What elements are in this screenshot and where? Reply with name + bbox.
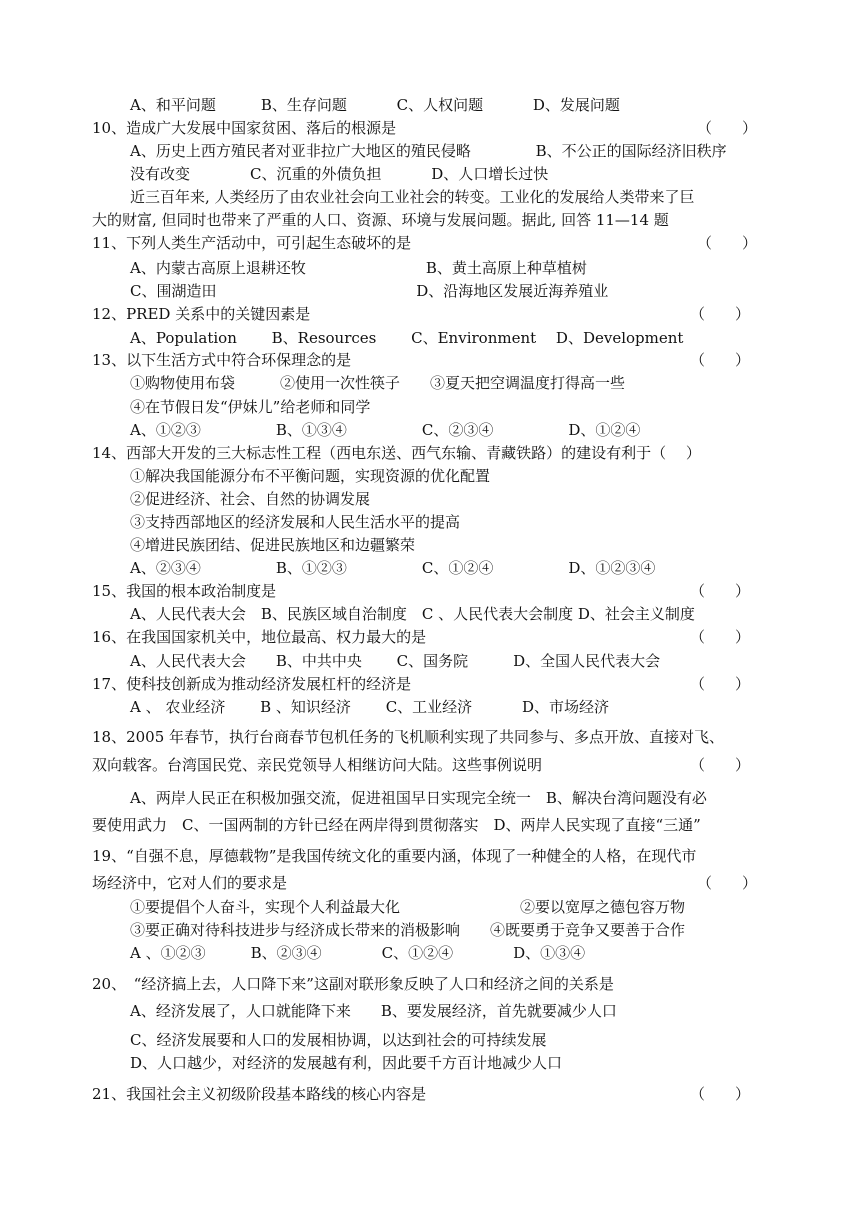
q14-item-2: ②促进经济、社会、自然的协调发展: [130, 490, 371, 508]
passage-line1: 近三百年来, 人类经历了由农业社会向工业社会的转变。工业化的发展给人类带来了巨: [130, 188, 695, 206]
answer-bracket-q21[interactable]: （ ）: [690, 1085, 751, 1103]
q14-item-4: ④增进民族团结、促进民族地区和边疆繁荣: [130, 536, 416, 554]
answer-bracket-q13[interactable]: （ ）: [690, 351, 751, 369]
question-20: 20、 “经济搞上去，人口降下来”这副对联形象反映了人口和经济之间的关系是: [92, 975, 614, 993]
question-17: 17、使科技创新成为推动经济发展杠杆的经济是: [92, 675, 412, 693]
answer-bracket-q17[interactable]: （ ）: [690, 675, 751, 693]
q9-options: A、和平问题 B、生存问题 C、人权问题 D、发展问题: [130, 96, 620, 114]
answer-bracket-q10[interactable]: （ ）: [697, 119, 758, 137]
q14-options: A、②③④ B、①②③ C、①②④ D、①②③④: [130, 559, 656, 577]
question-12: 12、PRED 关系中的关键因素是: [92, 305, 311, 323]
answer-bracket-q18[interactable]: （ ）: [690, 756, 751, 774]
answer-bracket-q16[interactable]: （ ）: [690, 628, 751, 646]
answer-bracket-q15[interactable]: （ ）: [690, 582, 751, 600]
question-18-line1: 18、2005 年春节，执行台商春节包机任务的飞机顺利实现了共同参与、多点开放、直接对飞、: [92, 728, 725, 746]
question-19-line2: 场经济中，它对人们的要求是: [92, 874, 288, 892]
q13-item-line2: ④在节假日发“伊妹儿”给老师和同学: [130, 398, 371, 416]
answer-bracket-q12[interactable]: （ ）: [690, 305, 751, 323]
q20-option-c: C、经济发展要和人口的发展相协调，以达到社会的可持续发展: [130, 1031, 547, 1049]
q12-options: A、Population B、Resources C、Environment D、Development: [130, 329, 684, 347]
q20-option-ab: A、经济发展了，人口就能降下来 B、要发展经济，首先就要减少人口: [130, 1002, 617, 1020]
q11-options-line1: A、内蒙古高原上退耕还牧 B、黄土高原上种草植树: [130, 259, 587, 277]
q17-options: A 、 农业经济 B 、知识经济 C、工业经济 D、市场经济: [130, 698, 609, 716]
q19-item-line1: ①要提倡个人奋斗，实现个人利益最大化 ②要以宽厚之德包容万物: [130, 898, 686, 916]
question-16: 16、在我国国家机关中，地位最高、权力最大的是: [92, 628, 427, 646]
question-13: 13、以下生活方式中符合环保理念的是: [92, 351, 352, 369]
question-11: 11、下列人类生产活动中，可引起生态破坏的是: [92, 234, 412, 252]
q11-options-line2: C、围湖造田 D、沿海地区发展近海养殖业: [130, 282, 609, 300]
question-15: 15、我国的根本政治制度是: [92, 582, 277, 600]
question-18-line2: 双向载客。台湾国民党、亲民党领导人相继访问大陆。这些事例说明: [92, 756, 543, 774]
q18-options-line1: A、两岸人民正在积极加强交流，促进祖国早日实现完全统一 B、解决台湾问题没有必: [130, 789, 707, 807]
q10-options-line1: A、历史上西方殖民者对亚非拉广大地区的殖民侵略 B、不公正的国际经济旧秩序: [130, 142, 727, 160]
q16-options: A、人民代表大会 B、中共中央 C、国务院 D、全国人民代表大会: [130, 652, 661, 670]
q15-options: A、人民代表大会 B、民族区域自治制度 C 、人民代表大会制度 D、社会主义制度: [130, 605, 695, 623]
q13-options: A、①②③ B、①③④ C、②③④ D、①②④: [130, 421, 641, 439]
q14-item-1: ①解决我国能源分布不平衡问题，实现资源的优化配置: [130, 467, 491, 485]
question-14: 14、西部大开发的三大标志性工程（西电东送、西气东输、青藏铁路）的建设有利于（ ）: [92, 444, 701, 462]
q10-options-line2: 没有改变 C、沉重的外债负担 D、人口增长过快: [130, 165, 549, 183]
question-10: 10、造成广大发展中国家贫困、落后的根源是: [92, 119, 397, 137]
question-21: 21、我国社会主义初级阶段基本路线的核心内容是: [92, 1085, 427, 1103]
q14-item-3: ③支持西部地区的经济发展和人民生活水平的提高: [130, 513, 461, 531]
q19-options: A 、①②③ B、②③④ C、①②④ D、①③④: [130, 944, 586, 962]
question-19-line1: 19、“自强不息，厚德载物”是我国传统文化的重要内涵，体现了一种健全的人格，在现代市: [92, 847, 697, 865]
q13-item-line1: ①购物使用布袋 ②使用一次性筷子 ③夏天把空调温度打得高一些: [130, 374, 626, 392]
answer-bracket-q19[interactable]: （ ）: [697, 874, 758, 892]
passage-line2: 大的财富, 但同时也带来了严重的人口、资源、环境与发展问题。据此, 回答 11—14 题: [92, 211, 669, 229]
q20-option-d: D、人口越少，对经济的发展越有利，因此要千方百计地减少人口: [130, 1054, 563, 1072]
q19-item-line2: ③要正确对待科技进步与经济成长带来的消极影响 ④既要勇于竞争又要善于合作: [130, 921, 686, 939]
answer-bracket-q11[interactable]: （ ）: [697, 234, 758, 252]
q18-options-line2: 要使用武力 C、一国两制的方针已经在两岸得到贯彻落实 D、两岸人民实现了直接“三通”: [92, 816, 701, 834]
